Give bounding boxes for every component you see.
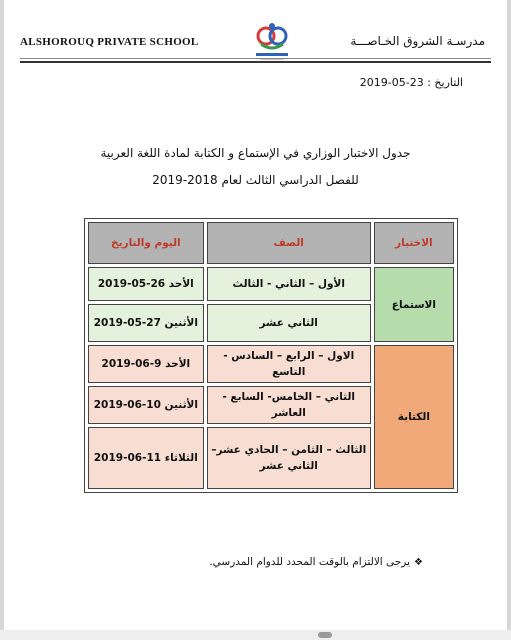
writing-label: الكتابة <box>374 345 454 489</box>
page-indicator-icon <box>318 632 332 638</box>
note-text: يرجى الالتزام بالوقت المحدد للدوام المدرسي. <box>209 556 411 568</box>
page-subtitle: للفصل الدراسي الثالث لعام 2018-2019 <box>152 173 359 187</box>
header-test: الاختبار <box>374 222 454 264</box>
class-cell: الثاني عشر <box>207 304 371 342</box>
listening-label: الاستماع <box>374 267 454 342</box>
page-edge-right <box>507 0 511 640</box>
class-cell: الثاني – الخامس- السابع - العاشر <box>207 386 371 424</box>
day-date-cell: الأثنين 10-06-2019 <box>88 386 204 424</box>
header-class: الصف <box>207 222 371 264</box>
day-date-cell: الأثنين 27-05-2019 <box>88 304 204 342</box>
table-row <box>88 345 454 383</box>
day-date-cell: الأحد 9-06-2019 <box>88 345 204 383</box>
page-title: جدول الاختبار الوزاري في الإستماع و الكتابة لمادة اللغة العربية <box>100 146 411 160</box>
school-note <box>209 556 423 568</box>
school-name-english: ALSHOROUQ PRIVATE SCHOOL <box>20 36 199 48</box>
day-date-cell: الثلاثاء 11-06-2019 <box>88 427 204 489</box>
class-cell: الاول – الرابع – السادس - التاسع <box>207 345 371 383</box>
header-day-date: اليوم والتاريخ <box>88 222 204 264</box>
exam-schedule-table <box>84 218 458 493</box>
bottom-strip <box>0 630 511 640</box>
header-rule-thin <box>20 58 491 59</box>
page-edge-left <box>0 0 4 640</box>
table-header-row <box>88 222 454 264</box>
table-row <box>88 267 454 301</box>
diamond-bullet-icon: ❖ <box>414 556 423 568</box>
day-date-cell: الأحد 26-05-2019 <box>88 267 204 301</box>
document-date: التاريخ : 23-05-2019 <box>359 76 463 89</box>
school-logo-icon <box>247 18 297 62</box>
school-name-arabic: مدرسـة الشروق الخـاصـــة <box>350 34 485 48</box>
class-cell: الأول – الثاني - الثالث <box>207 267 371 301</box>
class-cell: الثالث – الثامن – الحادي عشر– الثاني عشر <box>207 427 371 489</box>
header-rule-thick <box>20 61 491 63</box>
